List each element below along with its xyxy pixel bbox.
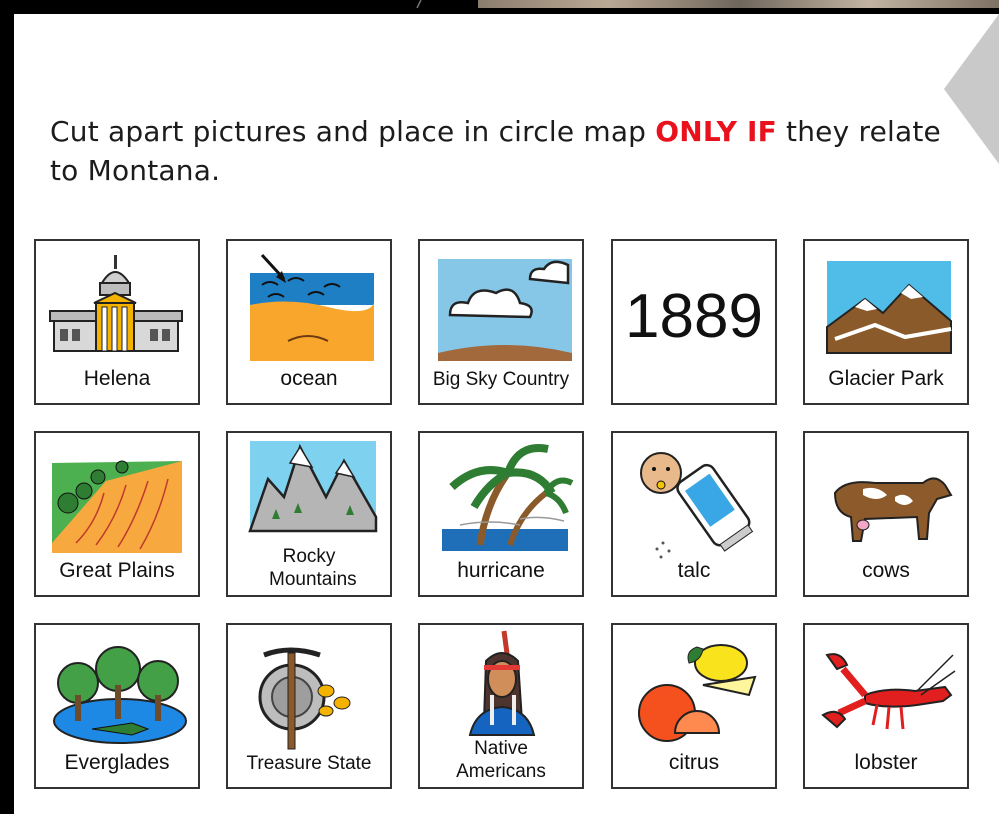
top-decor-line — [407, 0, 467, 8]
instructions-after: they relate to Montana. — [50, 115, 941, 187]
card-label: lobster — [854, 751, 918, 774]
card-everglades[interactable] — [34, 623, 200, 789]
card-rocky-mountains[interactable] — [226, 431, 392, 597]
card-big-sky-country[interactable] — [418, 239, 584, 405]
instructions-emphasis: ONLY IF — [655, 115, 777, 148]
card-label: cows — [862, 559, 910, 582]
card-label: Big Sky Country — [432, 369, 570, 390]
top-photo-strip — [478, 0, 999, 8]
card-cows[interactable] — [803, 431, 969, 597]
card-label: Rocky Mountains — [269, 546, 357, 590]
card-label: talc — [677, 559, 711, 582]
card-native-americans[interactable] — [418, 623, 584, 789]
card-label: hurricane — [457, 559, 545, 582]
card-hurricane[interactable] — [418, 431, 584, 597]
card-glacier-park[interactable] — [803, 239, 969, 405]
card-citrus[interactable] — [611, 623, 777, 789]
year-number: 1889 — [625, 282, 763, 351]
card-treasure-state[interactable] — [226, 623, 392, 789]
instructions-before: Cut apart pictures and place in circle map — [50, 115, 656, 148]
card-helena[interactable] — [34, 239, 200, 405]
card-talc[interactable] — [611, 431, 777, 597]
card-lobster[interactable] — [803, 623, 969, 789]
card-label: citrus — [668, 751, 720, 774]
card-ocean[interactable] — [226, 239, 392, 405]
card-1889[interactable] — [611, 239, 777, 405]
card-label: Everglades — [64, 751, 170, 774]
card-label: ocean — [280, 367, 338, 390]
card-label: Glacier Park — [828, 367, 944, 390]
card-great-plains[interactable] — [34, 431, 200, 597]
card-label: Native Americans — [456, 738, 546, 782]
card-label: Treasure State — [246, 753, 372, 774]
card-label: Great Plains — [59, 559, 175, 582]
card-label: Helena — [83, 367, 151, 390]
instructions-text — [50, 112, 960, 190]
